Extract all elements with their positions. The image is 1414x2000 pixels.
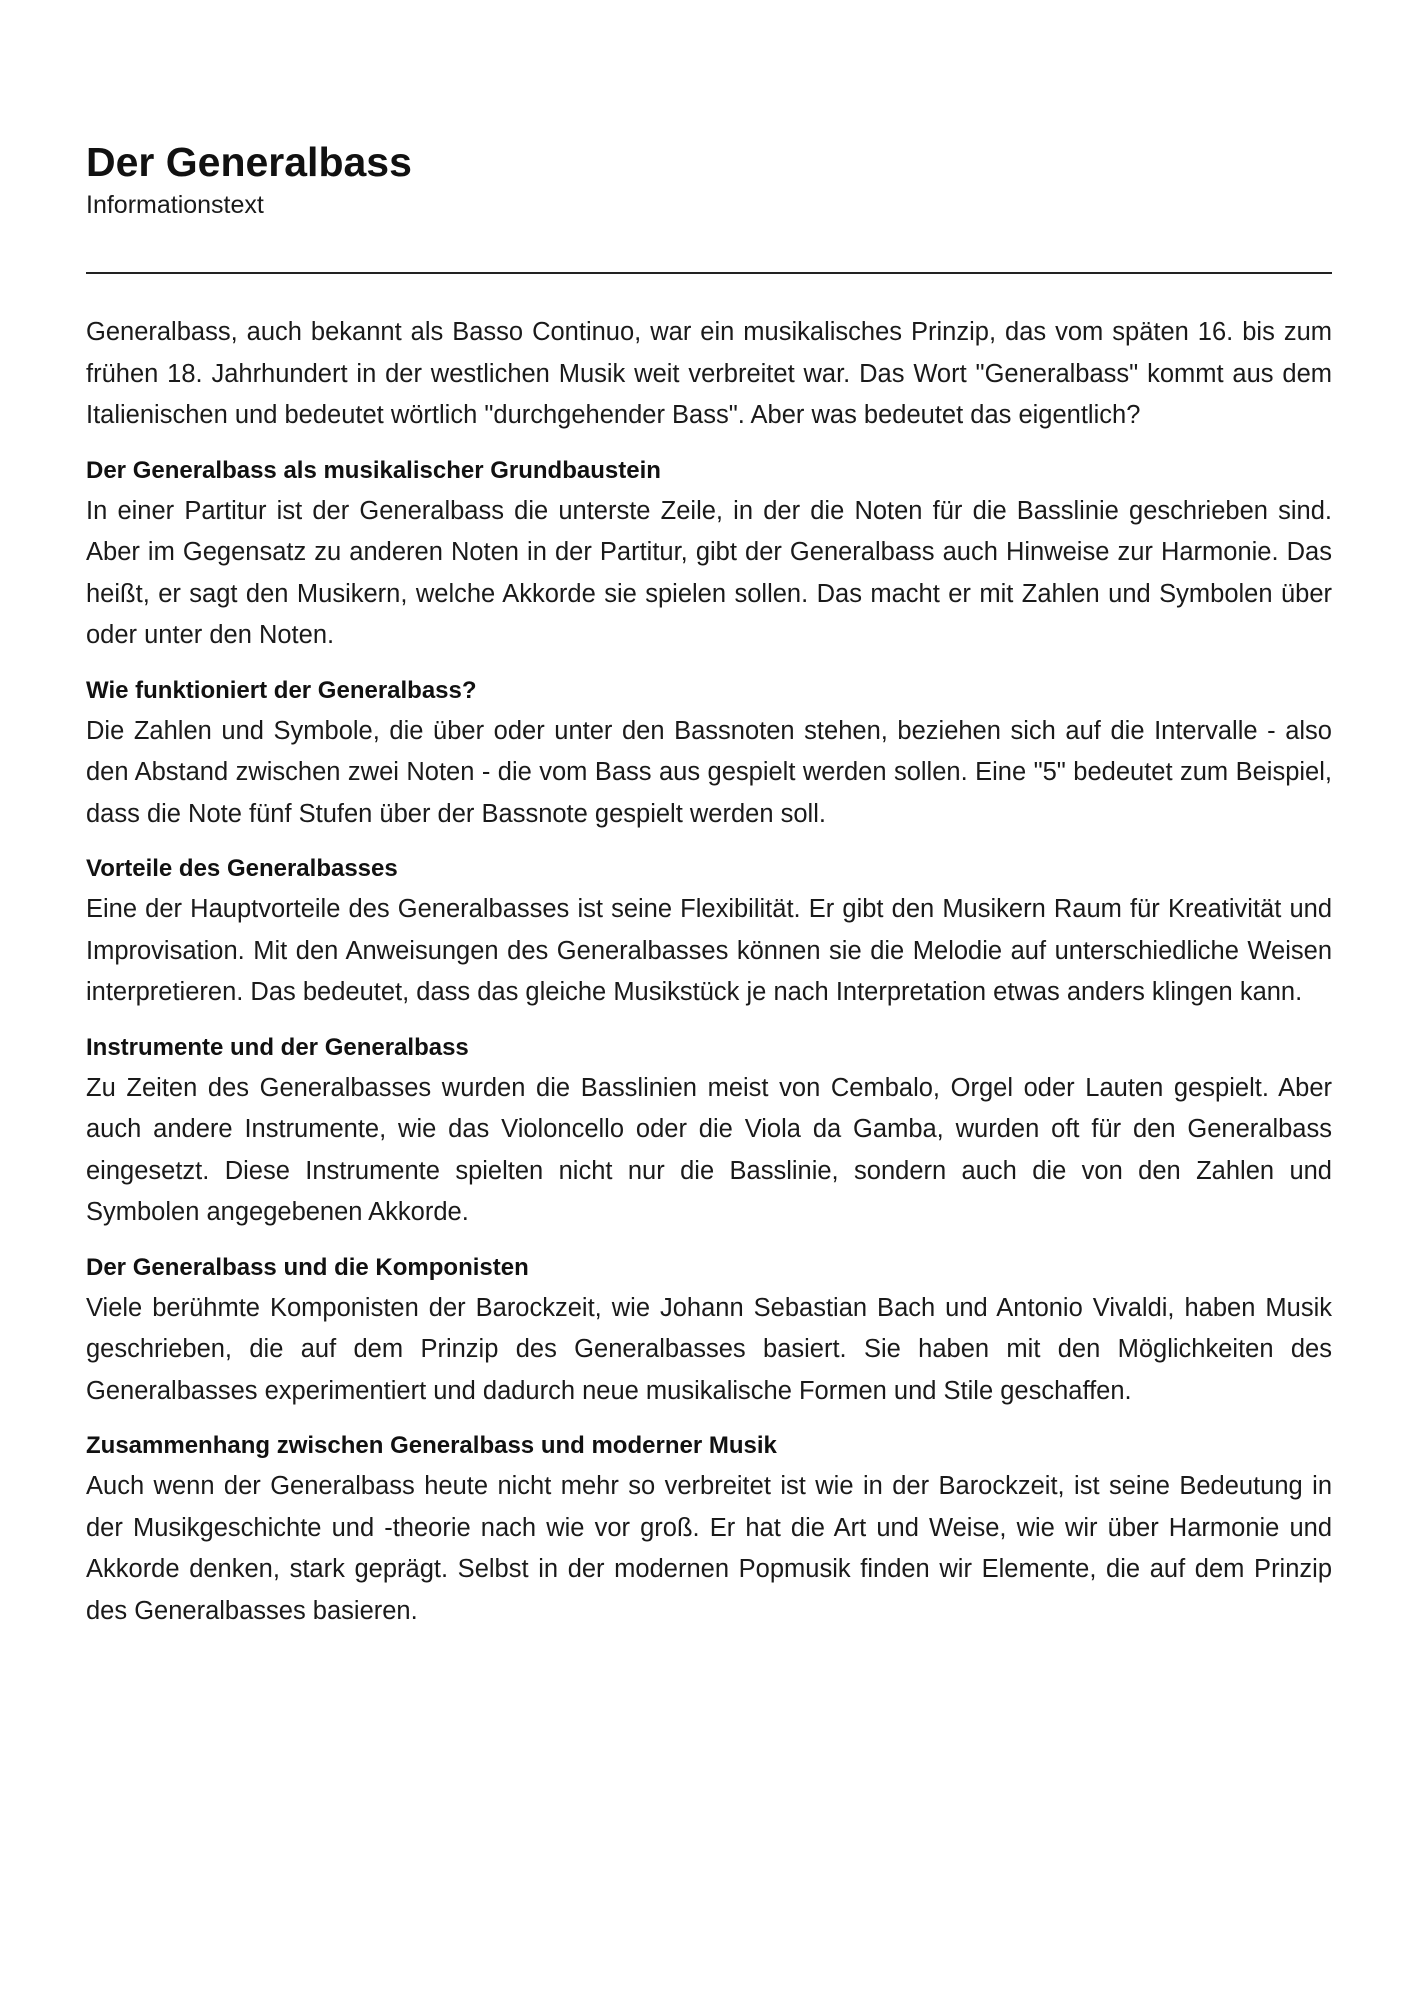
title-divider [86, 272, 1332, 274]
intro-paragraph: Generalbass, auch bekannt als Basso Continuo, war ein musikalisches Prinzip, das vom späten 16. bis zum frühen 18. Jahrhundert in der westlichen Musik weit verbreitet war. Das Wort "Generalbass" kommt aus dem Italienischen und bedeutet wörtlich "durchgehender Bass". Aber was bedeutet das eigentlich? [86, 318, 1332, 429]
section-heading: Instrumente und der Generalbass [86, 1033, 469, 1061]
document-body [86, 312, 1332, 1646]
document-subtitle: Informationstext [86, 191, 264, 219]
section-paragraph: Eine der Hauptvorteile des Generalbasses ist seine Flexibilität. Er gibt den Musikern Raum für Kreativität und Improvisation. Mit den Anweisungen des Generalbasses können sie die Melodie auf unterschiedliche Weisen interpretieren. Das bedeutet, dass das gleiche Musikstück je nach Interpretation etwas anders klingen kann. [86, 895, 1332, 1006]
section-paragraph: Die Zahlen und Symbole, die über oder unter den Bassnoten stehen, beziehen sich auf die Intervalle - also den Abstand zwischen zwei Noten - die vom Bass aus gespielt werden sollen. Eine "5" bedeutet zum Beispiel, dass die Note fünf Stufen über der Bassnote gespielt werden soll. [86, 716, 1332, 828]
section-komponisten [86, 1248, 1332, 1413]
section-grundbaustein [86, 451, 1332, 657]
section-heading: Wie funktioniert der Generalbass? [86, 676, 477, 704]
section-paragraph: Viele berühmte Komponisten der Barockzeit, wie Johann Sebastian Bach und Antonio Vivaldi, haben Musik geschrieben, die auf dem Prinzip des Generalbasses basiert. Sie haben mit den Möglichkeiten des Generalbasses experimentiert und dadurch neue musikalische Formen und Stile geschaffen. [86, 1293, 1332, 1405]
section-paragraph: Auch wenn der Generalbass heute nicht mehr so verbreitet ist wie in der Barockzeit, ist seine Bedeutung in der Musikgeschichte und -theorie nach wie vor groß. Er hat die Art und Weise, wie wir über Harmonie und Akkorde denken, stark geprägt. Selbst in der modernen Popmusik finden wir Elemente, die auf dem Prinzip des Generalbasses basieren. [86, 1472, 1332, 1625]
section-paragraph: In einer Partitur ist der Generalbass die unterste Zeile, in der die Noten für die Basslinie geschrieben sind. Aber im Gegensatz zu anderen Noten in der Partitur, gibt der Generalbass auch Hinweise zur Harmonie. Das heißt, er sagt den Musikern, welche Akkorde sie spielen sollen. Das macht er mit Zahlen und Symbolen über oder unter den Noten. [86, 496, 1332, 649]
section-moderne-musik [86, 1426, 1332, 1632]
section-heading: Vorteile des Generalbasses [86, 855, 398, 882]
section-funktionsweise [86, 671, 1332, 836]
section-paragraph: Zu Zeiten des Generalbasses wurden die Basslinien meist von Cembalo, Orgel oder Lauten gespielt. Aber auch andere Instrumente, wie das Violoncello oder die Viola da Gamba, wurden oft für den Generalbass eingesetzt. Diese Instrumente spielten nicht nur die Basslinie, sondern auch die von den Zahlen und Symbolen angegebenen Akkorde. [86, 1073, 1332, 1226]
section-instrumente [86, 1028, 1332, 1234]
section-heading: Zusammenhang zwischen Generalbass und moderner Musik [86, 1432, 777, 1459]
section-vorteile [86, 849, 1332, 1014]
section-heading: Der Generalbass als musikalischer Grundbaustein [86, 456, 661, 484]
section-heading: Der Generalbass und die Komponisten [86, 1253, 529, 1281]
document-title: Der Generalbass [86, 139, 412, 185]
